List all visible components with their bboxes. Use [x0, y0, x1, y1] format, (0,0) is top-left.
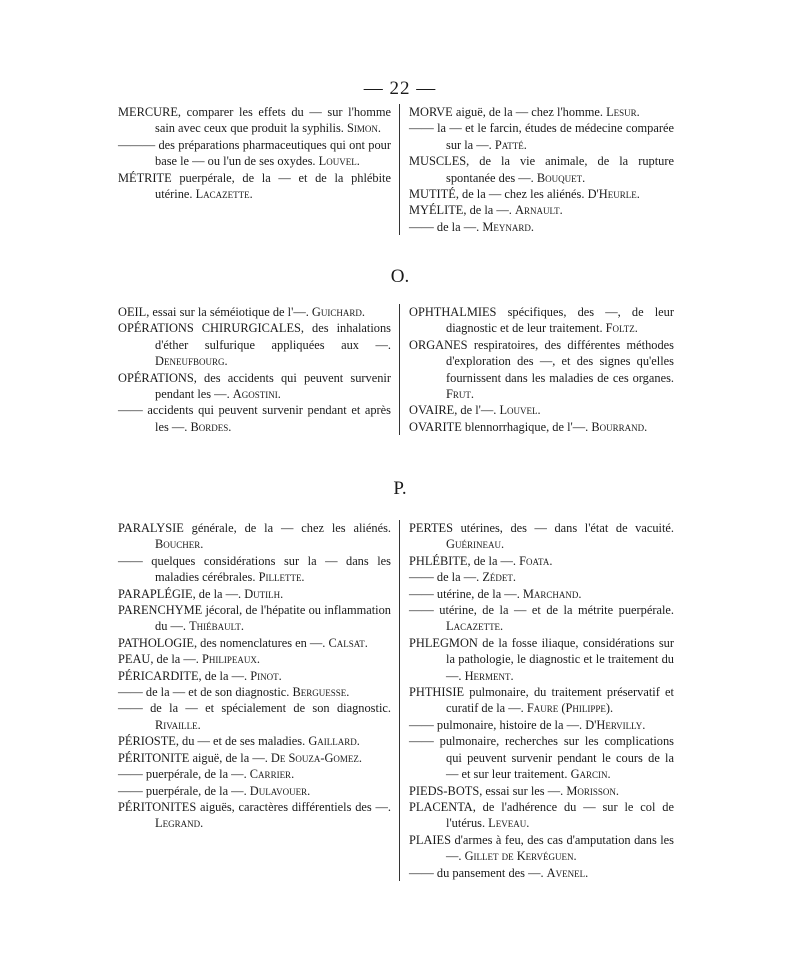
- index-entry: [118, 635, 391, 651]
- index-entry: [118, 700, 391, 733]
- entry-author: Calsat.: [328, 635, 368, 650]
- entry-author: D'Hervilly.: [585, 717, 646, 732]
- entry-text: , de la —.: [463, 203, 512, 218]
- entry-author: Dulavouer.: [249, 783, 311, 798]
- index-entry: [409, 717, 674, 733]
- entry-text: jécoral, de l'hépatite ou inflammation du —.: [155, 603, 391, 634]
- entry-head: MUTITÉ: [409, 187, 456, 202]
- entry-text: aiguës, caractères différentiels des —.: [196, 799, 391, 814]
- entry-text: utérine, de la — et de la métrite puerpérale.: [433, 603, 674, 618]
- index-entry: [118, 783, 391, 799]
- entry-head: MERCURE: [118, 105, 178, 119]
- entry-text: du pansement des —.: [433, 865, 544, 880]
- entry-head: ———: [118, 137, 156, 152]
- index-entry: [409, 304, 674, 337]
- index-entry: [409, 202, 674, 218]
- entry-head: ——: [409, 734, 434, 749]
- section-p-columns: [118, 520, 674, 881]
- entry-author: D'Heurle.: [587, 187, 640, 202]
- entry-text: puerpérale, de la —.: [142, 767, 247, 782]
- entry-author: Philipeaux.: [202, 652, 260, 667]
- entry-text: de la —.: [433, 219, 480, 234]
- index-entry: [118, 733, 391, 749]
- entry-head: ——: [118, 685, 143, 700]
- entry-head: PEAU: [118, 652, 151, 667]
- entry-text: spécifiques, des —, de leur diagnostic et de leur traitement.: [446, 305, 674, 336]
- index-entry: [118, 320, 391, 369]
- entry-text: , de la — chez les aliénés.: [455, 187, 585, 202]
- entry-text: utérines, des — dans l'état de vacuité.: [453, 521, 674, 535]
- entry-author: Patté.: [494, 137, 527, 152]
- left-column: [118, 304, 399, 435]
- entry-head: OPÉRATIONS CHIRURGICALES: [118, 321, 301, 336]
- entry-author: Rivaille.: [155, 717, 201, 732]
- index-entry: [118, 304, 391, 320]
- entry-text: puerpérale, de la — et de la phlébite utérine.: [155, 170, 391, 202]
- entry-head: PARENCHYME: [118, 603, 203, 618]
- left-column: [118, 520, 399, 881]
- entry-text: , essai sur les —.: [479, 783, 564, 798]
- entry-text: quelques considérations sur la — dans les maladies cérébrales.: [142, 553, 391, 585]
- entry-text: , de la —.: [192, 586, 242, 601]
- entry-head: PÉRITONITES: [118, 799, 197, 814]
- entry-head: PÉRICARDITE: [118, 668, 199, 683]
- entry-head: ——: [118, 403, 143, 418]
- entry-head: PERTES: [409, 521, 454, 535]
- entry-text: , des inhalations d'éther sulfurique appliquées aux —.: [155, 321, 391, 352]
- entry-head: OPHTHALMIES: [409, 305, 497, 319]
- index-entry: [409, 832, 674, 865]
- entry-text: , comparer les effets du — sur l'homme sain avec ceux que produit la syphilis.: [155, 105, 391, 136]
- entry-head: PÉRITONITE: [118, 750, 190, 765]
- entry-head: ——: [409, 865, 434, 880]
- entry-author: Agostini.: [232, 387, 281, 402]
- entry-text: , essai sur la séméiotique de l'—.: [146, 305, 309, 319]
- entry-text: , de la —.: [150, 652, 199, 667]
- entry-text: de la — et spécialement de son diagnostic.: [142, 701, 391, 716]
- entry-author: Simon.: [347, 121, 382, 136]
- entry-head: MUSCLES: [409, 154, 467, 169]
- index-entry: [409, 733, 674, 782]
- entry-text: , des accidents qui peuvent survenir pendant les —.: [155, 370, 391, 402]
- entry-author: Louvel.: [499, 403, 541, 418]
- index-entry: [409, 799, 674, 832]
- entry-head: PARAPLÉGIE: [118, 586, 193, 601]
- entry-author: Guichard.: [311, 305, 365, 319]
- index-entry: [409, 602, 674, 635]
- entry-author: Marchand.: [522, 586, 582, 601]
- index-entry: [409, 684, 674, 717]
- index-entry: [409, 337, 674, 403]
- index-entry: [409, 783, 674, 799]
- entry-author: Lacazette.: [195, 187, 253, 202]
- entry-author: Carrier.: [249, 767, 295, 782]
- entry-author: Foltz.: [605, 321, 638, 336]
- entry-author: Gaillard.: [308, 734, 360, 749]
- entry-author: Lesur.: [606, 105, 640, 119]
- index-entry: [118, 750, 391, 766]
- entry-author: Zédet.: [482, 570, 516, 585]
- left-column: [118, 104, 399, 235]
- entry-text: puerpérale, de la —.: [142, 783, 247, 798]
- entry-author: Deneufbourg.: [155, 354, 228, 369]
- entry-text: de la — et de son diagnostic.: [142, 685, 290, 700]
- section-m-columns: [118, 104, 674, 235]
- entry-text: aiguë, de la —.: [189, 750, 268, 765]
- entry-head: ——: [409, 717, 434, 732]
- entry-text: utérine, de la —.: [433, 586, 520, 601]
- index-entry: [118, 553, 391, 586]
- entry-head: MORVE: [409, 105, 453, 119]
- entry-text: des préparations pharmaceutiques qui ont pour base le — ou l'un de ses oxydes.: [155, 137, 391, 169]
- index-entry: [409, 186, 674, 202]
- index-entry: [118, 370, 391, 403]
- entry-head: PARALYSIE: [118, 521, 184, 535]
- entry-head: ——: [118, 553, 143, 568]
- index-entry: [409, 402, 674, 418]
- entry-author: Frut.: [446, 387, 474, 402]
- entry-head: OVARITE: [409, 419, 462, 434]
- entry-author: Bordes.: [190, 419, 232, 434]
- right-column: [399, 520, 674, 881]
- index-entry: [409, 569, 674, 585]
- entry-author: Louvel.: [318, 154, 360, 169]
- index-entry: [118, 104, 391, 137]
- entry-author: De Souza-Gomez.: [270, 750, 363, 765]
- entry-head: OPÉRATIONS: [118, 370, 194, 385]
- entry-author: Foata.: [519, 553, 553, 568]
- entry-text: la — et le farcin, études de médecine comparée sur la —.: [433, 121, 674, 152]
- index-entry: [409, 553, 674, 569]
- right-column: [399, 104, 674, 235]
- section-letter-o: O.: [390, 266, 410, 287]
- index-entry: [409, 104, 674, 120]
- entry-text: , des nomenclatures en —.: [193, 635, 326, 650]
- entry-author: Lacazette.: [446, 619, 504, 634]
- page-number: — 22 —: [363, 78, 437, 99]
- entry-text: , de l'—.: [454, 403, 497, 418]
- entry-text: , de la —.: [467, 553, 517, 568]
- entry-author: Pinot.: [250, 668, 282, 683]
- entry-head: OVAIRE: [409, 403, 455, 418]
- index-entry: [118, 170, 391, 203]
- right-column: [399, 304, 674, 435]
- index-entry: [409, 635, 674, 684]
- entry-head: OEIL: [118, 305, 147, 319]
- entry-text: , de la vie animale, de la rupture spontanée des —.: [446, 154, 674, 185]
- index-entry: [118, 766, 391, 782]
- index-entry: [409, 120, 674, 153]
- entry-author: Dutilh.: [244, 586, 284, 601]
- entry-head: ——: [409, 586, 434, 601]
- index-entry: [118, 520, 391, 553]
- entry-text: , de l'adhérence du — sur le col de l'utérus.: [446, 799, 674, 831]
- entry-author: Herment.: [464, 668, 514, 683]
- index-entry: [409, 865, 674, 881]
- entry-text: pulmonaire, du traitement préservatif et curatif de la —.: [446, 685, 674, 716]
- entry-author: Arnault.: [515, 203, 563, 218]
- section-letter-p: P.: [393, 478, 407, 499]
- entry-author: Garcin.: [570, 767, 611, 782]
- entry-author: Faure (Philippe).: [526, 701, 614, 716]
- index-entry: [409, 153, 674, 186]
- entry-author: Avenel.: [546, 865, 589, 880]
- index-entry: [409, 219, 674, 235]
- entry-head: PHTHISIE: [409, 685, 465, 700]
- entry-author: Thiébault.: [189, 619, 244, 634]
- index-entry: [118, 684, 391, 700]
- entry-text: générale, de la — chez les aliénés.: [183, 521, 391, 535]
- entry-head: PIEDS-BOTS: [409, 783, 480, 798]
- entry-head: ——: [409, 121, 434, 136]
- entry-author: Legrand.: [155, 816, 204, 831]
- index-entry: [118, 137, 391, 170]
- index-entry: [118, 799, 391, 832]
- entry-author: Berguesse.: [292, 685, 350, 700]
- entry-author: Gillet de Kervéguen.: [464, 849, 577, 864]
- entry-head: PHLEGMON: [409, 635, 478, 650]
- entry-author: Guérineau.: [446, 537, 505, 552]
- entry-head: PATHOLOGIE: [118, 635, 194, 650]
- index-entry: [118, 402, 391, 435]
- entry-head: ——: [118, 783, 143, 798]
- entry-head: PLACENTA: [409, 799, 473, 814]
- index-entry: [118, 651, 391, 667]
- entry-text: blennorrhagique, de l'—.: [461, 419, 589, 434]
- index-entry: [118, 668, 391, 684]
- entry-head: ——: [118, 767, 143, 782]
- entry-text: d'armes à feu, des cas d'amputation dans les —.: [446, 832, 674, 864]
- entry-author: Boucher.: [155, 537, 204, 552]
- entry-head: ——: [409, 570, 434, 585]
- entry-head: PÉRIOSTE: [118, 734, 176, 749]
- entry-author: Leveau.: [488, 816, 530, 831]
- index-entry: [409, 520, 674, 553]
- index-entry: [118, 602, 391, 635]
- entry-head: ——: [409, 603, 434, 618]
- entry-author: Bouquet.: [536, 170, 586, 185]
- entry-text: , de la —.: [198, 668, 248, 683]
- entry-head: PLAIES: [409, 832, 451, 847]
- section-o-columns: [118, 304, 674, 435]
- entry-head: MYÉLITE: [409, 203, 464, 218]
- entry-text: aiguë, de la — chez l'homme.: [452, 105, 603, 119]
- entry-head: PHLÉBITE: [409, 553, 468, 568]
- entry-text: pulmonaire, recherches sur les complications qui peuvent survenir pendant le cours de la — et sur leur traitement.: [433, 734, 674, 782]
- entry-author: Morisson.: [566, 783, 619, 798]
- entry-author: Pillette.: [258, 570, 305, 585]
- entry-head: ——: [409, 219, 434, 234]
- index-entry: [409, 419, 674, 435]
- entry-text: respiratoires, des différentes méthodes d'exploration des —, et des signes qu'elles fournissent dans les maladies de ces organes.: [446, 337, 674, 385]
- entry-head: ORGANES: [409, 337, 468, 352]
- entry-text: de la fosse iliaque, considérations sur la pathologie, le diagnostic et le traitement du —.: [446, 635, 674, 683]
- entry-text: pulmonaire, histoire de la —.: [433, 717, 583, 732]
- entry-author: Bourrand.: [591, 419, 648, 434]
- index-entry: [409, 586, 674, 602]
- index-entry: [118, 586, 391, 602]
- entry-author: Meynard.: [482, 219, 534, 234]
- entry-text: accidents qui peuvent survenir pendant et après les —.: [142, 403, 391, 434]
- entry-text: de la —.: [433, 570, 480, 585]
- entry-text: , du — et de ses maladies.: [175, 734, 306, 749]
- entry-head: ——: [118, 701, 143, 716]
- entry-head: MÉTRITE: [118, 170, 172, 185]
